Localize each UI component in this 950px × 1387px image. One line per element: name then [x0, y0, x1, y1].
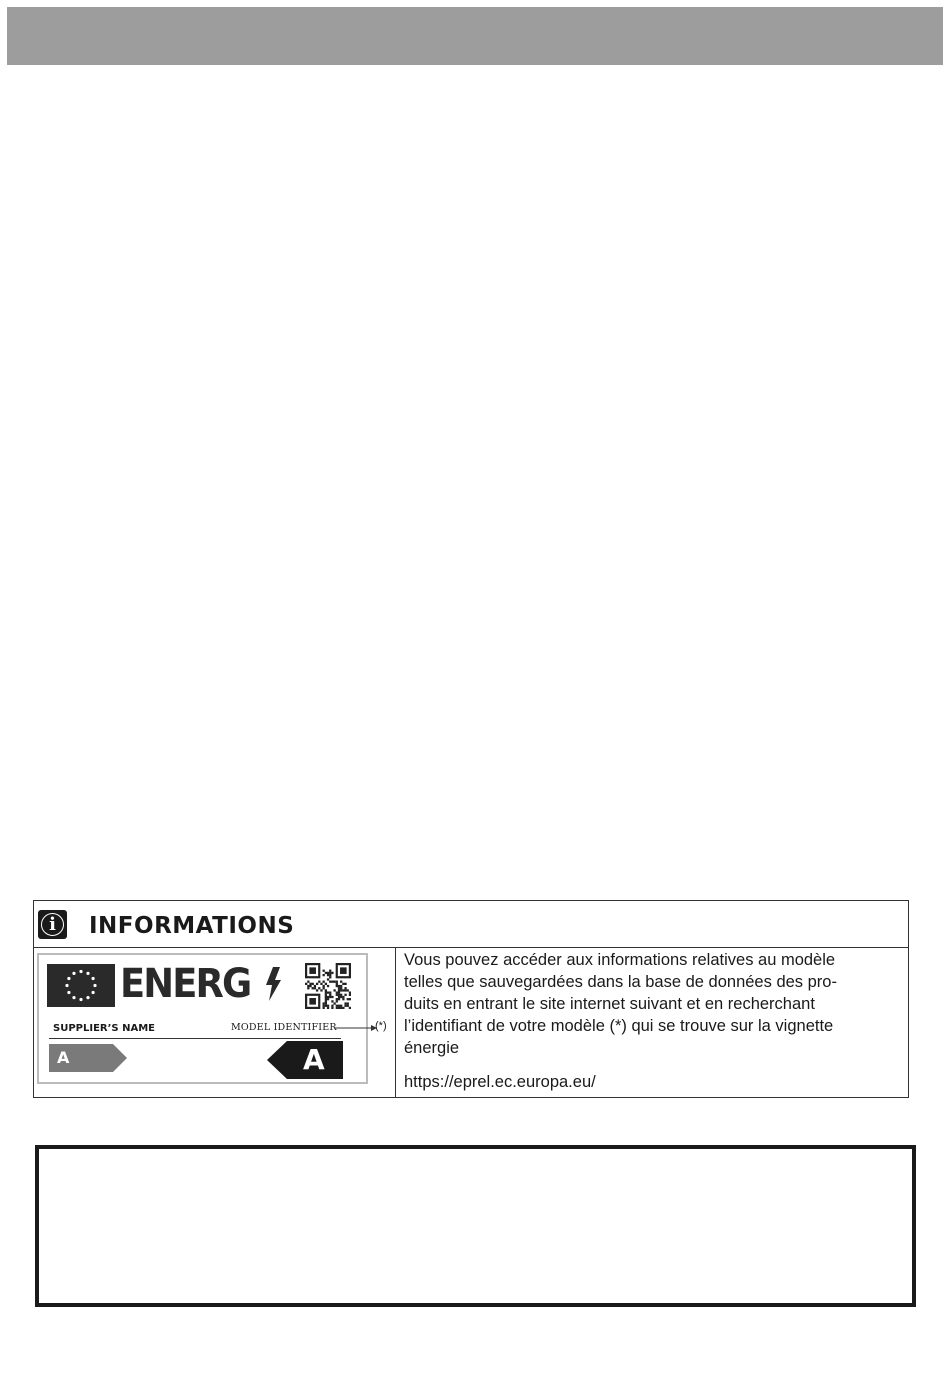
model-identifier: MODEL IDENTIFIER — [231, 1022, 337, 1033]
arrow-icon — [335, 1021, 397, 1035]
info-icon-letter: i — [49, 914, 56, 935]
energ-logo-text: ENERG — [120, 961, 251, 1007]
label-rule — [49, 1038, 341, 1039]
eu-flag-icon — [47, 964, 115, 1007]
energy-class-right: A — [303, 1043, 325, 1076]
informations-box — [33, 900, 909, 1098]
lightning-bolt-icon — [264, 967, 282, 1001]
asterisk-note: (*) — [375, 1020, 387, 1032]
text-line: duits en entrant le site internet suivant et en recherchant — [404, 995, 815, 1013]
energy-label-illustration — [37, 953, 368, 1084]
text-line: l’identifiant de votre modèle (*) qui se trouve sur la vignette — [404, 1017, 834, 1035]
informations-title: INFORMATIONS — [89, 913, 295, 939]
informations-header — [34, 901, 908, 948]
text-line: Vous pouvez accéder aux informations relatives au modèle — [404, 951, 836, 969]
header-bar — [7, 7, 943, 65]
text-line: telles que sauvegardées dans la base de données des pro- — [404, 973, 837, 991]
info-icon — [38, 910, 67, 939]
empty-framed-box — [35, 1145, 916, 1307]
supplier-name: SUPPLIER’S NAME — [53, 1023, 155, 1034]
qr-code-icon — [305, 963, 351, 1009]
text-line: énergie — [404, 1039, 460, 1057]
eprel-link[interactable]: https://eprel.ec.europa.eu/ — [404, 1073, 596, 1091]
energy-class-left: A — [57, 1048, 70, 1067]
informations-text — [404, 949, 894, 1059]
